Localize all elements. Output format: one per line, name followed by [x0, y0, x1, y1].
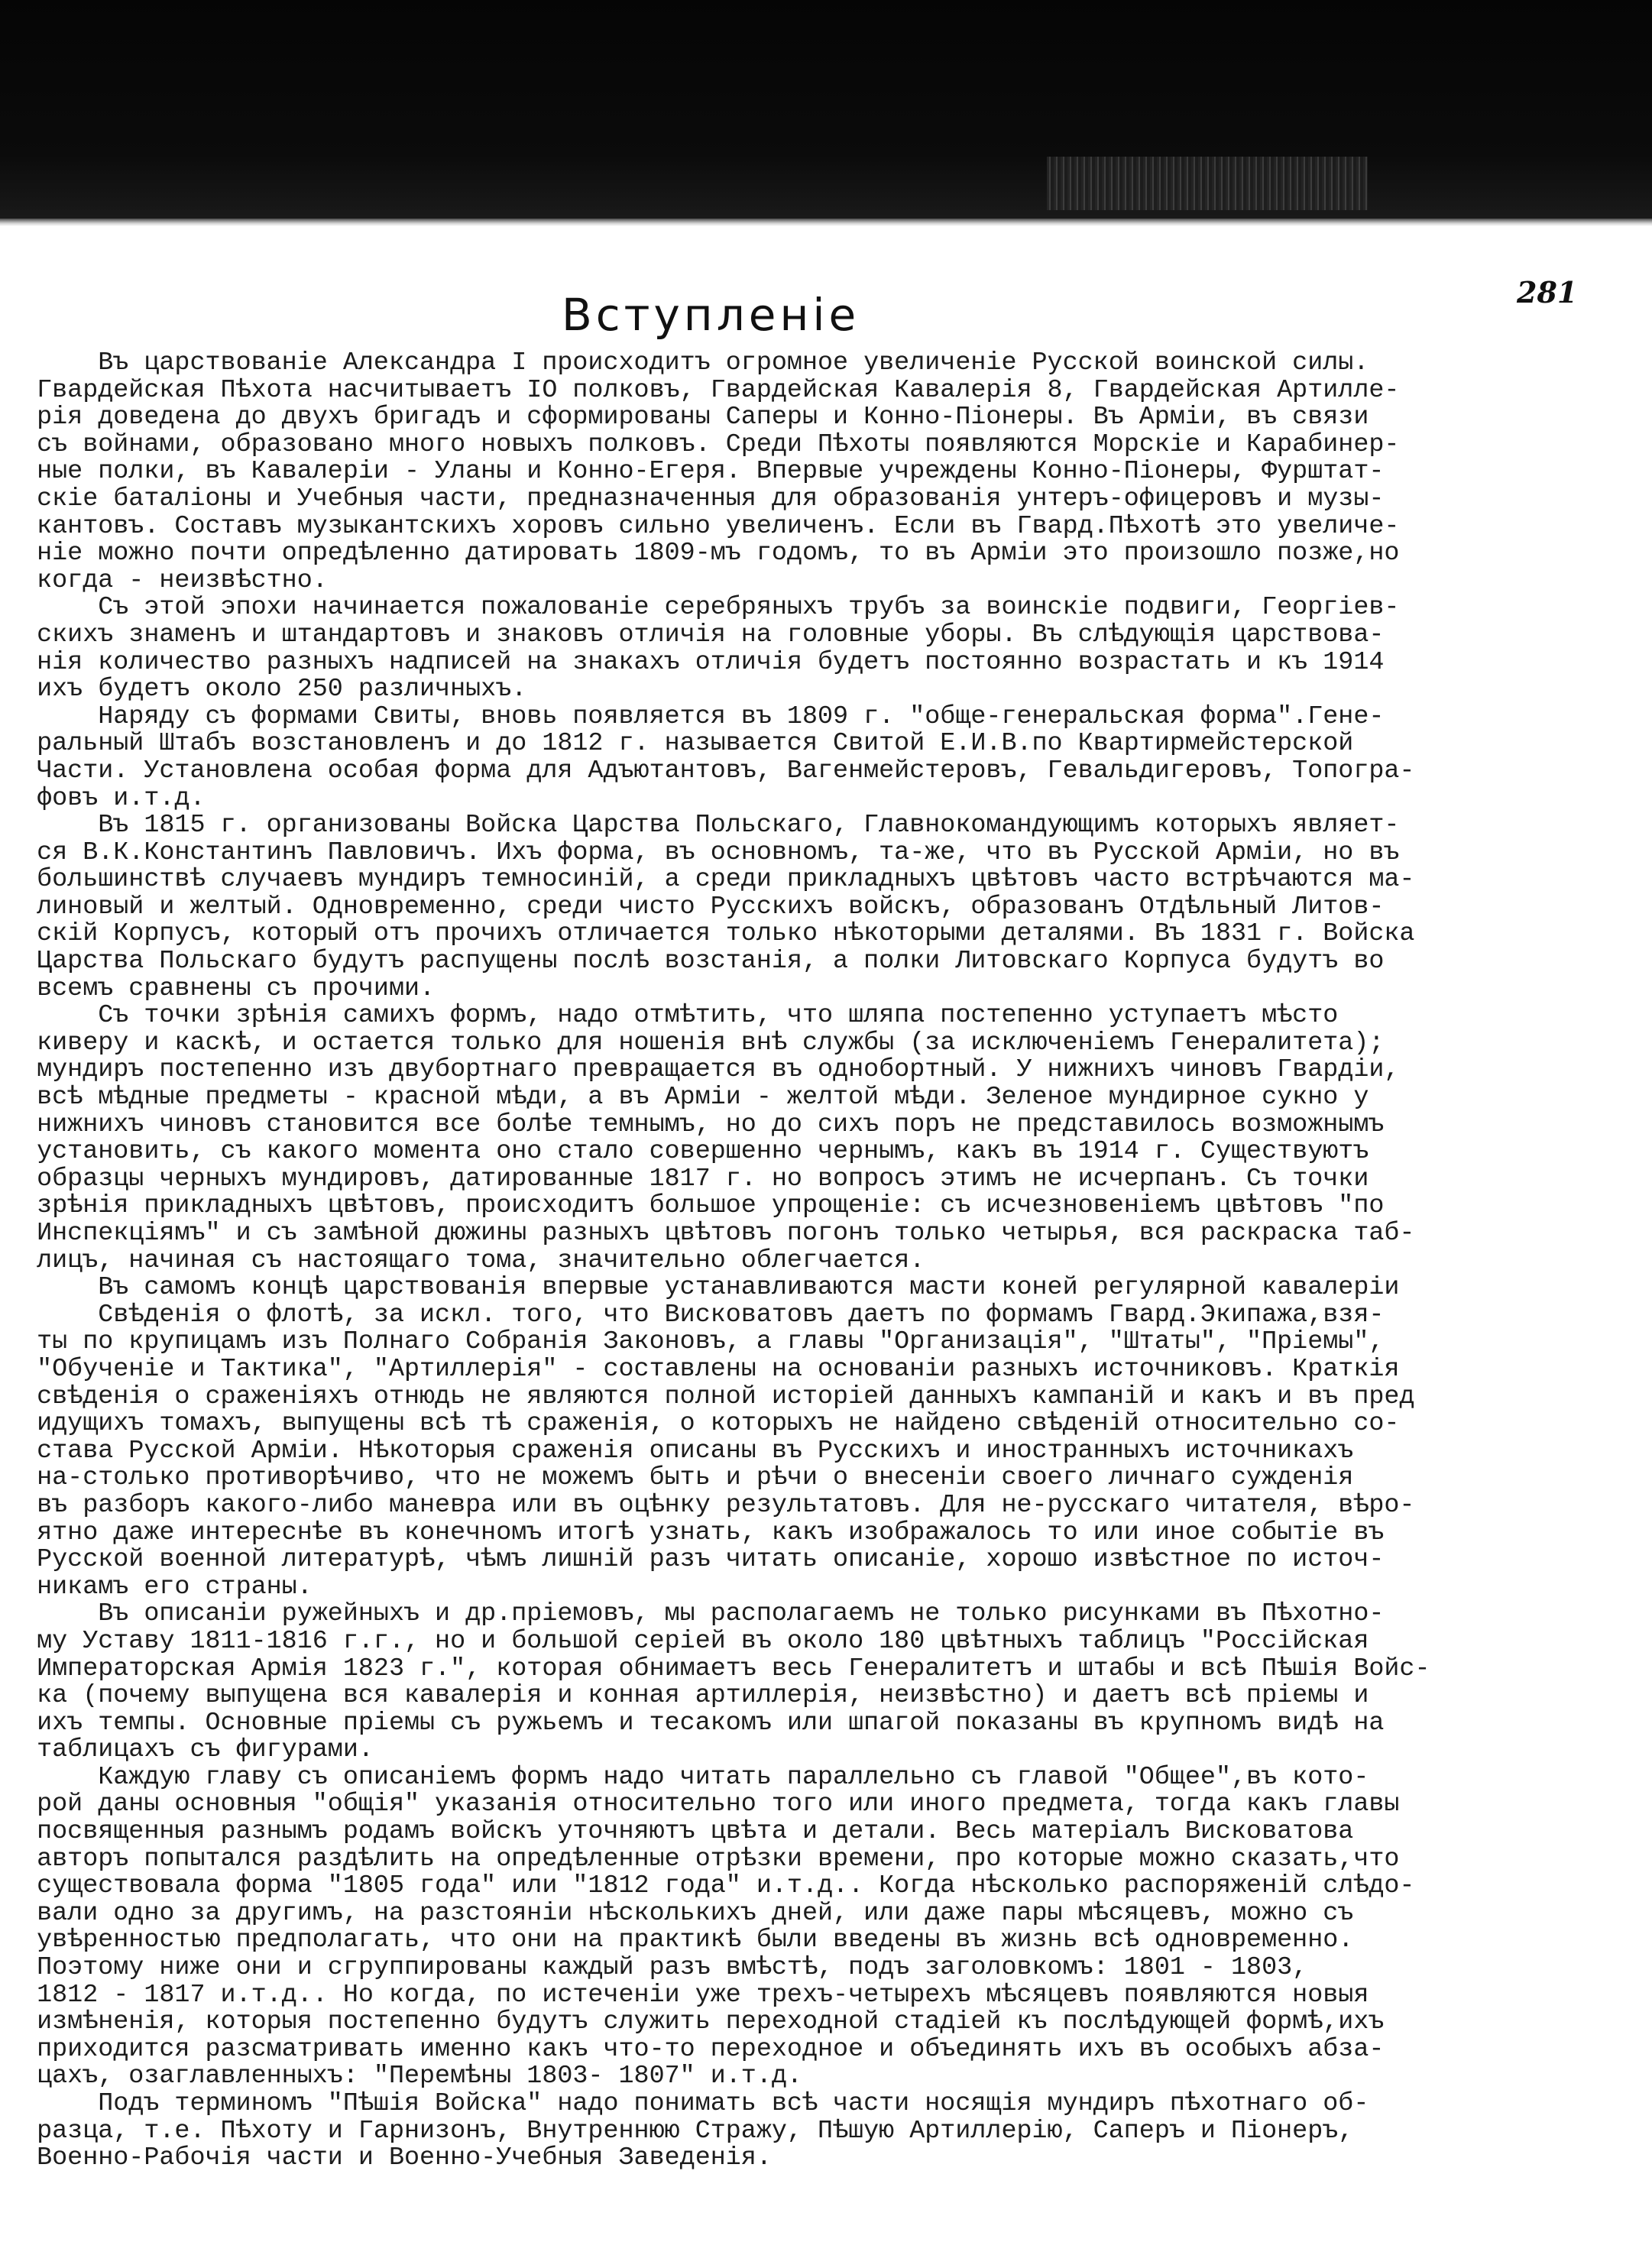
text-line: Военно-Рабочiя части и Военно-Учебныя Заведенiя. [6, 2143, 772, 2173]
text-line: рой даны основныя "общiя" указанiя относительно того или иного предмета, тогда какъ главы [6, 1790, 1400, 1819]
text-line: Императорская Армiя 1823 г.", которая обнимаетъ весь Генералитетъ и штабы и всѣ Пѣшiя Войс- [6, 1654, 1430, 1683]
text-line: ихъ будетъ около 250 различныхъ. [6, 675, 527, 705]
text-line: свѣденiя о сраженiяхъ отнюдь не являются полной исторiей данныхъ кампанiй и какъ и въ пред [6, 1382, 1415, 1411]
text-line: съ войнами, образовано много новыхъ полковъ. Среди Пѣхоты появляются Морскiе и Карабинер- [6, 429, 1400, 459]
text-line: Съ точки зрѣнiя самихъ формъ, надо отмѣтить, что шляпа постепенно уступаетъ мѣсто [6, 1001, 1339, 1031]
text-line: кантовъ. Составъ музыкантскихъ хоровъ сильно увеличенъ. Если въ Гвард.Пѣхотѣ это увеличе- [6, 511, 1400, 541]
text-line: измѣненiя, которыя постепенно будутъ служить переходной стадiей къ послѣдующей формѣ,ихъ [6, 2007, 1385, 2037]
text-line: всемъ сравнены съ прочими. [6, 974, 436, 1003]
text-line: "Обученiе и Тактика", "Артиллерiя" - составлены на основанiи разныхъ источниковъ. Краткiя [6, 1354, 1400, 1384]
text-line: Поэтому ниже они и сгруппированы каждый разъ вмѣстѣ, подъ заголовкомъ: 1801 - 1803, [6, 1953, 1308, 1983]
text-line: всѣ мѣдные предметы - красной мѣди, а въ Армiи - желтой мѣди. Зеленое мундирное сукно у [6, 1083, 1369, 1113]
text-line: нiе можно почти опредѣленно датировать 1809-мъ годомъ, то въ Армiи это произошло позже,но [6, 539, 1400, 569]
text-line: существовала форма "1805 года" или "1812 года" и.т.д.. Когда нѣсколько распоряженiй слѣдо- [6, 1871, 1415, 1901]
text-line: идущихъ томахъ, выпущены всѣ тѣ сраженiя, о которыхъ не найдено свѣденiй относительно со- [6, 1409, 1400, 1439]
page-number: 281 [1517, 275, 1578, 309]
text-line: на-столько противорѣчиво, что не можемъ быть и рѣчи о внесенiи своего личнаго сужденiя [6, 1463, 1354, 1493]
text-line: фовъ и.т.д. [6, 783, 206, 813]
text-line: Съ этой эпохи начинается пожалованiе серебряныхъ трубъ за воинскiе подвиги, Георгiев- [6, 593, 1400, 623]
text-line: нижнихъ чиновъ становится все болѣе темнымъ, но до сихъ поръ не представилось возможнымъ [6, 1110, 1385, 1139]
text-line: става Русской Армiи. Нѣкоторыя сраженiя описаны въ Русскихъ и иностранныхъ источникахъ [6, 1436, 1354, 1466]
text-line: Въ царствованiе Александра I происходитъ огромное увеличенiе Русской воинской силы. [6, 348, 1369, 377]
text-line: Царства Польскаго будутъ распущены послѣ возстанiя, а полки Литовскаго Корпуса будутъ во [6, 947, 1385, 977]
text-line: му Уставу 1811-1816 г.г., но и большой серiей въ около 180 цвѣтныхъ таблицъ "Россiйская [6, 1626, 1369, 1656]
text-line: Въ самомъ концѣ царствованiя впервые устанавливаются масти коней регулярной кавалерiи [6, 1273, 1400, 1303]
text-line: цахъ, озаглавленныхъ: "Перемѣны 1803- 1807" и.т.д. [6, 2062, 802, 2091]
text-line: нiя количество разныхъ надписей на знакахъ отличiя будетъ постоянно возрастать и къ 1914 [6, 647, 1385, 677]
text-line: посвященныя разнымъ родамъ войскъ уточняютъ цвѣта и детали. Весь матерiалъ Висковатова [6, 1817, 1354, 1847]
text-line: когда - неизвѣстно. [6, 565, 328, 595]
page-top-edge [0, 219, 1652, 226]
text-line: ты по крупицамъ изъ Полнаго Собранiя Законовъ, а главы "Организацiя", "Штаты", "Прiемы", [6, 1327, 1385, 1357]
text-line: Инспекцiямъ" и съ замѣной дюжины разныхъ цвѣтовъ погонъ только четырья, вся раскраска таб- [6, 1219, 1415, 1248]
document-body [6, 350, 1649, 2172]
text-line: Каждую главу съ описанiемъ формъ надо читать параллельно съ главой "Общее",въ кото- [6, 1762, 1369, 1792]
text-line: скихъ знаменъ и штандартовъ и знаковъ отличiя на головные уборы. Въ слѣдующiя царствова- [6, 620, 1385, 650]
scanner-dark-margin [0, 0, 1652, 222]
text-line: Наряду съ формами Свиты, вновь появляется въ 1809 г. "обще-генеральская форма".Гене- [6, 701, 1385, 731]
text-line: приходится разсматривать именно какъ что-то переходное и объединять ихъ въ особыхъ абза- [6, 2034, 1385, 2064]
text-line: ятно даже интереснѣе въ конечномъ итогѣ узнать, какъ изображалось то или иное событiе въ [6, 1518, 1385, 1547]
text-line: Подъ терминомъ "Пѣшiя Войска" надо понимать всѣ части носящiя мундиръ пѣхотнаго об- [6, 2089, 1369, 2118]
text-line: киверу и каскѣ, и остается только для ношенiя внѣ службы (за исключенiемъ Генералитета); [6, 1028, 1385, 1058]
text-line: образцы черныхъ мундировъ, датированные 1817 г. но вопросъ этимъ не исчерпанъ. Съ точки [6, 1164, 1369, 1194]
text-line: ся В.К.Константинъ Павловичъ. Ихъ форма, въ основномъ, та-же, что въ Русской Армiи, но въ [6, 838, 1400, 867]
text-line: Въ 1815 г. организованы Войска Царства Польскаго, Главнокомандующимъ которыхъ являет- [6, 811, 1400, 841]
scanner-noise-patch [1047, 157, 1368, 210]
text-line: ихъ темпы. Основные прiемы съ ружьемъ и тесакомъ или шпагой показаны въ крупномъ видѣ на [6, 1708, 1385, 1738]
text-line: Въ описанiи ружейныхъ и др.прiемовъ, мы располагаемъ не только рисунками въ Пѣхотно- [6, 1599, 1385, 1629]
text-line: мундиръ постепенно изъ двубортнаго превращается въ однобортный. У нижнихъ чиновъ Гвардiи, [6, 1055, 1400, 1085]
text-line: скiй Корпусъ, который отъ прочихъ отличается только нѣкоторыми деталями. Въ 1831 г. Войска [6, 919, 1415, 949]
text-line: большинствѣ случаевъ мундиръ темносинiй, а среди прикладныхъ цвѣтовъ часто встрѣчаются ма- [6, 865, 1415, 895]
text-line: вали одно за другимъ, на разстоянiи нѣсколькихъ дней, или даже пары мѣсяцевъ, можно съ [6, 1898, 1354, 1928]
text-line: установить, съ какого момента оно стало совершенно чернымъ, какъ въ 1914 г. Существуютъ [6, 1137, 1369, 1167]
text-line: Части. Установлена особая форма для Адъютантовъ, Вагенмейстеровъ, Гевальдигеровъ, Топогра- [6, 756, 1415, 786]
text-line: никамъ его страны. [6, 1572, 313, 1602]
text-line: ральный Штабъ возстановленъ и до 1812 г. называется Свитой Е.И.В.по Квартирмейстерской [6, 729, 1354, 759]
text-line: скiе баталiоны и Учебныя части, предназначенныя для образованiя унтеръ-офицеровъ и музы- [6, 484, 1385, 514]
text-line: въ разборъ какого-либо маневра или въ оцѣнку результатовъ. Для не-русскаго читателя, вѣро- [6, 1490, 1415, 1520]
text-line: 1812 - 1817 и.т.д.. Но когда, по истеченiи уже трехъ-четырехъ мѣсяцевъ появляются новыя [6, 1980, 1369, 2010]
text-line: разца, т.е. Пѣхоту и Гарнизонъ, Внутреннюю Стражу, Пѣшую Артиллерiю, Саперъ и Пiонеръ, [6, 2116, 1354, 2146]
text-line: Русской военной литературѣ, чѣмъ лишнiй разъ читать описанiе, хорошо извѣстное по источ- [6, 1545, 1385, 1575]
text-line: авторъ попытался раздѣлить на опредѣленные отрѣзки времени, про которые можно сказать,что [6, 1844, 1400, 1874]
text-line: лицъ, начиная съ настоящаго тома, значительно облегчается. [6, 1246, 925, 1275]
text-line: зрѣнiя прикладныхъ цвѣтовъ, происходитъ большое упрощенiе: съ исчезновенiемъ цвѣтовъ "по [6, 1191, 1385, 1221]
text-line: рiя доведена до двухъ бригадъ и сформированы Саперы и Конно-Пiонеры. Въ Армiи, въ связи [6, 403, 1369, 433]
text-line: линовый и желтый. Одновременно, среди чисто Русскихъ войскъ, образованъ Отдѣльный Литов- [6, 892, 1385, 922]
page-title: Вступленiе [562, 289, 860, 341]
text-line: ка (почему выпущена вся кавалерiя и конная артиллерiя, неизвѣстно) и даетъ всѣ прiемы и [6, 1681, 1369, 1711]
text-line: Свѣденiя о флотѣ, за искл. того, что Висковатовъ даетъ по формамъ Гвард.Экипажа,взя- [6, 1300, 1385, 1330]
text-line: Гвардейская Пѣхота насчитываетъ IO полковъ, Гвардейская Кавалерiя 8, Гвардейская Артилле- [6, 375, 1400, 405]
text-line: таблицахъ съ фигурами. [6, 1735, 374, 1765]
text-line: ные полки, въ Кавалерiи - Уланы и Конно-Егеря. Впервые учреждены Конно-Пiонеры, Фурштат- [6, 457, 1385, 487]
text-line: увѣренностью предполагать, что они на практикѣ были введены въ жизнь всѣ одновременно. [6, 1926, 1354, 1955]
